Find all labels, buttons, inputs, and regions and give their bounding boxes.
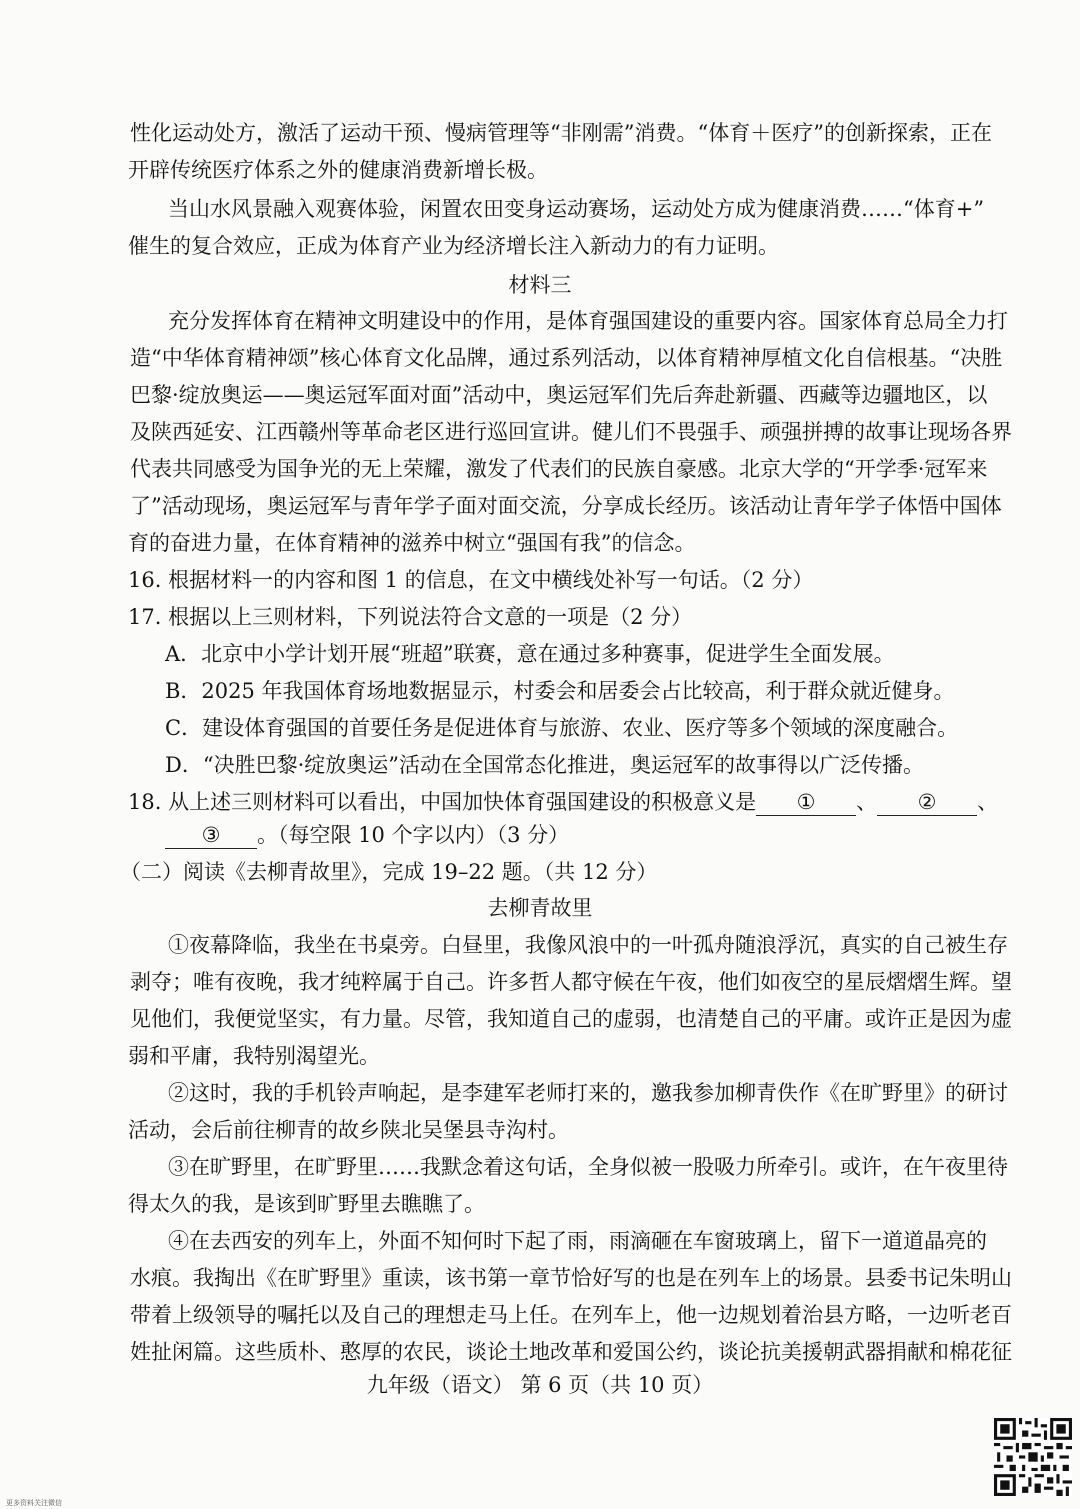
paragraph-line: 巴黎·绽放奥运——奥运冠军面对面”活动中，奥运冠军们先后奔赴新疆、西藏等边疆地区，以 xyxy=(130,383,988,407)
option-b: B．2025 年我国体育场地数据显示，村委会和居委会占比较高，利于群众就近健身。 xyxy=(165,679,955,703)
question-18 xyxy=(128,787,998,817)
paragraph-line: 了”活动现场，奥运冠军与青年学子面对面交流，分享成长经历。该活动让青年学子体悟中国体 xyxy=(130,494,1002,518)
paragraph-line: 开辟传统医疗体系之外的健康消费新增长极。 xyxy=(128,158,548,182)
corner-note: 更多资料关注微信 xyxy=(6,1499,62,1507)
paragraph-line: 带着上级领导的嘱托以及自己的理想走马上任。在列车上，他一边规划着治县方略，一边听老百 xyxy=(130,1303,1012,1327)
paragraph-line: ②这时，我的手机铃声响起，是李建军老师打来的，邀我参加柳青佚作《在旷野里》的研讨 xyxy=(168,1081,1008,1105)
page-footer: 九年级（语文） 第 6 页（共 10 页） xyxy=(366,1373,714,1397)
paragraph-line: 当山水风景融入观赛体验，闲置农田变身运动赛场，运动处方成为健康消费……“体育+” xyxy=(168,197,985,221)
separator: 、 xyxy=(856,790,878,814)
paragraph-line: 剥夺；唯有夜晚，我才纯粹属于自己。许多哲人都守候在午夜，他们如夜空的星辰熠熠生辉。望 xyxy=(130,970,1012,994)
paragraph-line: 见他们，我便觉坚实，有力量。尽管，我知道自己的虚弱，也清楚自己的平庸。或许正是因为虚 xyxy=(130,1007,1012,1031)
option-c: C．建设体育强国的首要任务是促进体育与旅游、农业、医疗等多个领域的深度融合。 xyxy=(165,716,959,740)
paragraph-line: 造“中华体育精神颂”核心体育文化品牌，通过系列活动，以体育精神厚植文化自信根基。“决胜 xyxy=(130,346,1003,370)
essay-title: 去柳青故里 xyxy=(487,896,593,920)
question-17-stem: 17. 根据以上三则材料，下列说法符合文意的一项是（2 分） xyxy=(128,605,693,629)
paragraph-line: 水痕。我掏出《在旷野里》重读，该书第一章节恰好写的也是在列车上的场景。县委书记朱明山 xyxy=(130,1266,1012,1290)
material-heading: 材料三 xyxy=(508,273,572,297)
question-16: 16. 根据材料一的内容和图 1 的信息，在文中横线处补写一句话。（2 分） xyxy=(128,568,814,592)
paragraph-line: 姓扯闲篇。这些质朴、憨厚的农民，谈论土地改革和爱国公约，谈论抗美援朝武器捐献和棉花征 xyxy=(130,1340,1012,1364)
option-a: A．北京中小学计划开展“班超”联赛，意在通过多种赛事，促进学生全面发展。 xyxy=(165,642,895,666)
paragraph-line: ①夜幕降临，我坐在书桌旁。白昼里，我像风浪中的一叶孤舟随浪浮沉，真实的自己被生存 xyxy=(168,933,1008,957)
qr-code-icon xyxy=(994,1418,1072,1496)
answer-blank-1[interactable]: ① xyxy=(756,789,856,816)
section-heading: （二）阅读《去柳青故里》，完成 19–22 题。（共 12 分） xyxy=(120,860,658,884)
paragraph-line: 充分发挥体育在精神文明建设中的作用，是体育强国建设的重要内容。国家体育总局全力打 xyxy=(168,309,1008,333)
paragraph-line: ③在旷野里，在旷野里……我默念着这句话，全身似被一股吸力所牵引。或许，在午夜里待 xyxy=(168,1155,1008,1179)
paragraph-line: 育的奋进力量，在体育精神的滋养中树立“强国有我”的信念。 xyxy=(128,531,696,555)
option-d: D．“决胜巴黎·绽放奥运”活动在全国常态化推进，奥运冠军的故事得以广泛传播。 xyxy=(165,753,924,777)
paragraph-line: 及陕西延安、江西赣州等革命老区进行巡回宣讲。健儿们不畏强手、顽强拼搏的故事让现场各界 xyxy=(130,420,1012,444)
question-18-tail: 。（每空限 10 个字以内）（3 分） xyxy=(257,823,570,847)
separator: 、 xyxy=(977,790,999,814)
question-18-cont xyxy=(165,820,569,850)
question-18-stem: 18. 从上述三则材料可以看出，中国加快体育强国建设的积极意义是 xyxy=(128,790,757,814)
paragraph-line: 弱和平庸，我特别渴望光。 xyxy=(128,1044,380,1068)
answer-blank-3[interactable]: ③ xyxy=(165,822,257,849)
paragraph-line: 催生的复合效应，正成为体育产业为经济增长注入新动力的有力证明。 xyxy=(128,234,779,258)
paragraph-line: 性化运动处方，激活了运动干预、慢病管理等“非刚需”消费。“体育＋医疗”的创新探索，正在 xyxy=(130,121,992,145)
paragraph-line: 活动，会后前往柳青的故乡陕北吴堡县寺沟村。 xyxy=(128,1118,569,1142)
paragraph-line: ④在去西安的列车上，外面不知何时下起了雨，雨滴砸在车窗玻璃上，留下一道道晶亮的 xyxy=(168,1229,987,1253)
paragraph-line: 代表共同感受为国争光的无上荣耀，激发了代表们的民族自豪感。北京大学的“开学季·冠军来 xyxy=(130,457,988,481)
paragraph-line: 得太久的我，是该到旷野里去瞧瞧了。 xyxy=(128,1192,485,1216)
answer-blank-2[interactable]: ② xyxy=(877,789,977,816)
